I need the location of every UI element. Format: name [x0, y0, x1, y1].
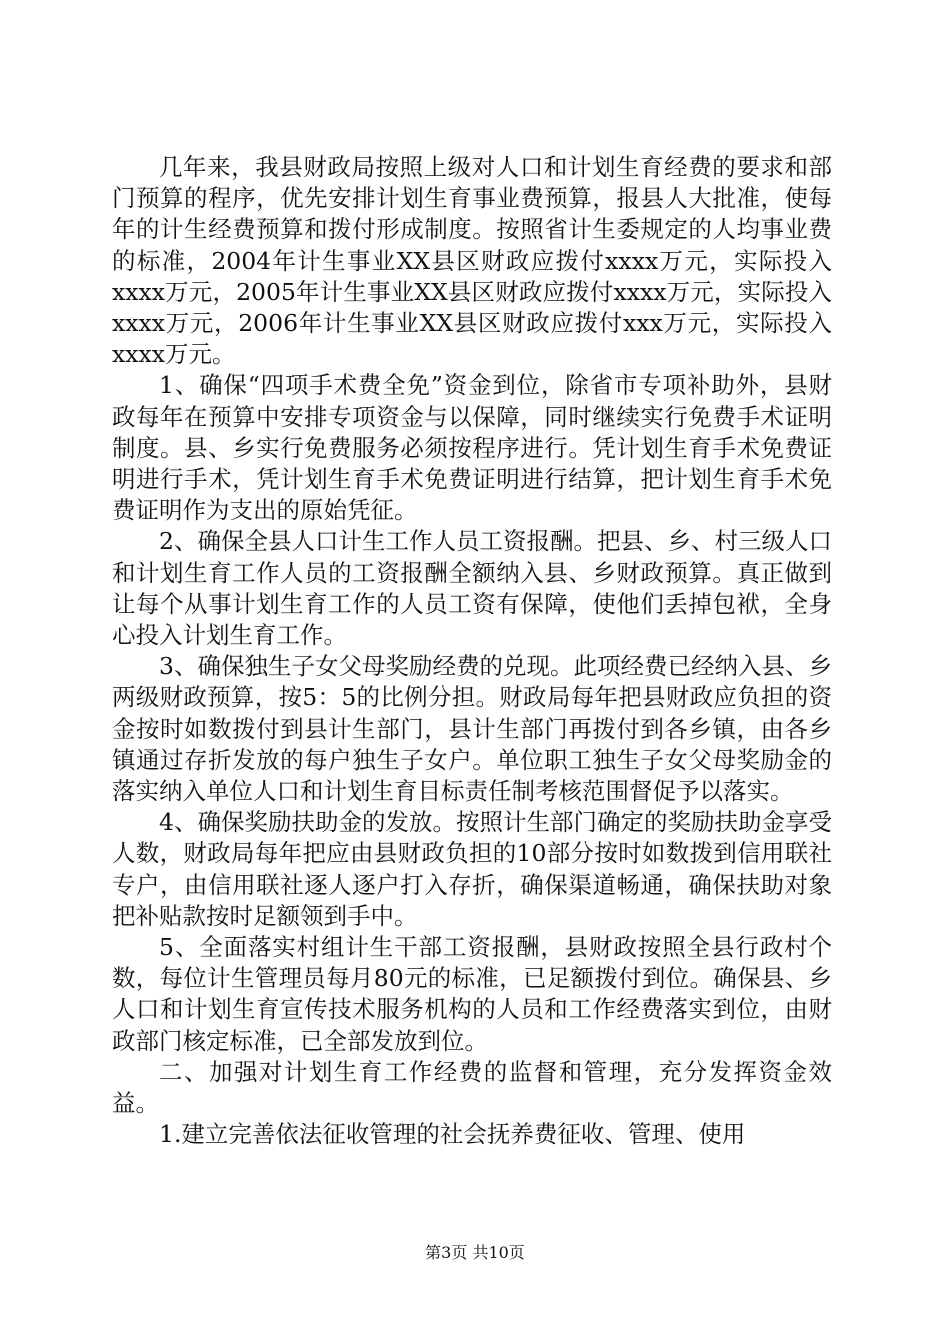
section-heading-2: 二、加强对计划生育工作经费的监督和管理，充分发挥资金效益。 [112, 1057, 832, 1118]
paragraph-item-3: 3、确保独生子女父母奖励经费的兑现。此项经费已经纳入县、乡两级财政预算，按5：5的比例分担。财政局每年把县财政应负担的资金按时如数拨付到县计生部门，县计生部门再拨付到各乡镇，由各乡镇通过存折发放的每户独生子女户。单位职工独生子女父母奖励金的落实纳入单位人口和计划生育目标责任制考核范围督促予以落实。 [112, 652, 832, 806]
body-text [112, 152, 832, 1151]
page-footer: 第3页 共10页 [425, 1243, 525, 1262]
paragraph-intro: 几年来，我县财政局按照上级对人口和计划生育经费的要求和部门预算的程序，优先安排计划生育事业费预算，报县人大批准，使每年的计生经费预算和拨付形成制度。按照省计生委规定的人均事业费的标准，2004年计生事业XX县区财政应拨付xxxx万元，实际投入xxxx万元，2005年计生事业XX县区财政应拨付xxxx万元，实际投入xxxx万元，2006年计生事业XX县区财政应拨付xxx万元，实际投入xxxx万元。 [112, 153, 832, 369]
paragraph-section-2-item-1: 1.建立完善依法征收管理的社会抚养费征收、管理、使用 [159, 1120, 746, 1149]
paragraph-item-1: 1、确保“四项手术费全免”资金到位，除省市专项补助外，县财政每年在预算中安排专项资金与以保障，同时继续实行免费手术证明制度。县、乡实行免费服务必须按程序进行。凭计划生育手术免费证明进行手术，凭计划生育手术免费证明进行结算，把计划生育手术免费证明作为支出的原始凭征。 [112, 371, 832, 525]
paragraph-item-2: 2、确保全县人口计生工作人员工资报酬。把县、乡、村三级人口和计划生育工作人员的工资报酬全额纳入县、乡财政预算。真正做到让每个从事计划生育工作的人员工资有保障，使他们丢掉包袱，全身心投入计划生育工作。 [112, 527, 832, 650]
paragraph-item-4: 4、确保奖励扶助金的发放。按照计生部门确定的奖励扶助金享受人数，财政局每年把应由县财政负担的10部分按时如数拨到信用联社专户，由信用联社逐人逐户打入存折，确保渠道畅通，确保扶助对象把补贴款按时足额领到手中。 [112, 808, 832, 930]
paragraph-item-5: 5、全面落实村组计生干部工资报酬，县财政按照全县行政村个数，每位计生管理员每月80元的标准，已足额拨付到位。确保县、乡人口和计划生育宣传技术服务机构的人员和工作经费落实到位，由财政部门核定标准，已全部发放到位。 [112, 933, 832, 1055]
